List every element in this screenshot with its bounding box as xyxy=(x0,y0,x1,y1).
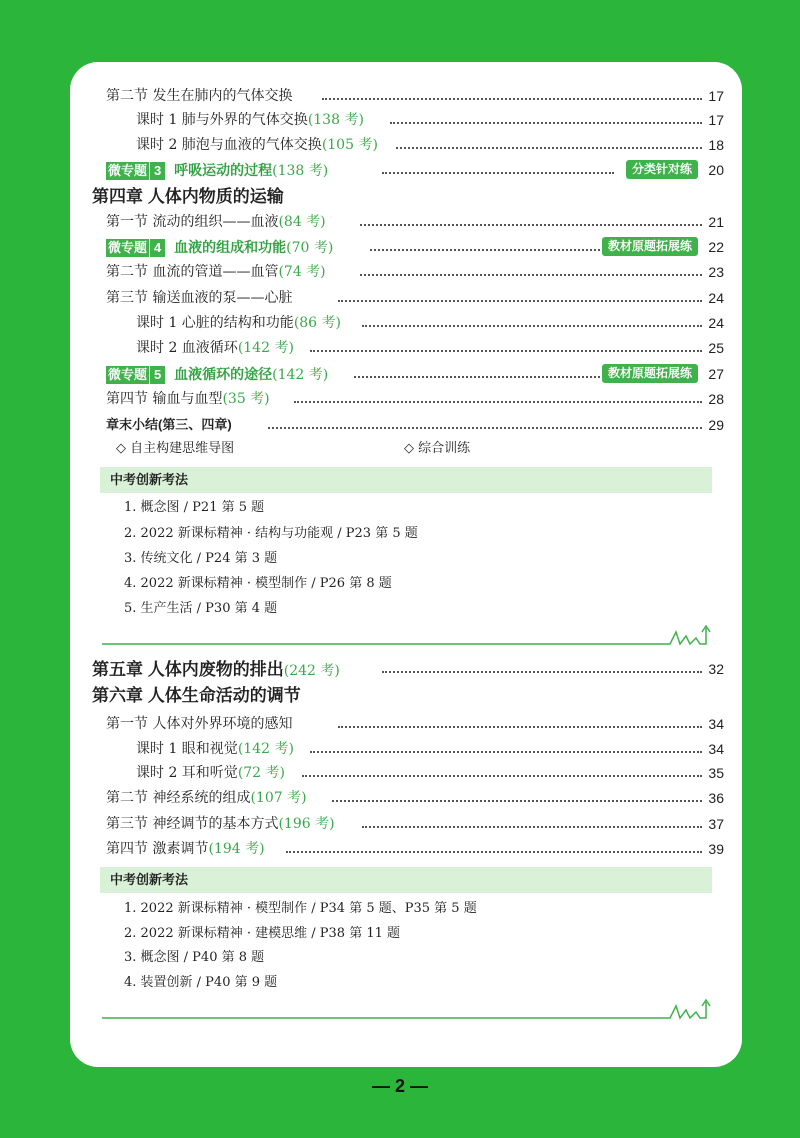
chapter-title: 第五章 人体内废物的排出 xyxy=(92,660,284,679)
exam-count: (74 考) xyxy=(278,264,326,280)
chapter-heading[interactable] xyxy=(70,684,742,710)
toc-entry[interactable] xyxy=(70,787,742,809)
exam-count: (72 考) xyxy=(237,765,286,781)
entry-title: 第一节 流动的组织——血液 xyxy=(106,214,279,230)
entry-title: 第四节 激素调节 xyxy=(106,841,209,857)
leader-dots xyxy=(370,236,600,251)
leader-dots xyxy=(302,762,702,777)
exam-count: (70 考) xyxy=(286,240,334,256)
ecg-separator xyxy=(102,624,742,648)
entry-title: 呼吸运动的过程 xyxy=(174,162,273,178)
exercise-pill: 教材原题拓展练 xyxy=(602,364,698,383)
exam-count: (242 考) xyxy=(283,663,340,679)
entry-title: 第二节 发生在肺内的气体交换 xyxy=(106,88,293,104)
toc-page xyxy=(70,62,742,1067)
entry-title: 第三节 输送血液的泵——心脏 xyxy=(106,290,293,306)
page-number: 39 xyxy=(708,841,724,857)
page-number: 25 xyxy=(708,340,724,356)
toc-entry[interactable] xyxy=(70,134,742,156)
exam-count: (86 考) xyxy=(293,315,342,331)
toc-entry[interactable] xyxy=(70,813,742,835)
entry-title: 血液的组成和功能 xyxy=(174,239,287,255)
page-number: 34 xyxy=(708,741,724,757)
innovation-header xyxy=(100,867,712,893)
page-number: 27 xyxy=(708,366,724,382)
page-number-footer: — 2 — xyxy=(371,1076,428,1096)
innovation-item: 1. 2022 新课标精神 · 模型制作 / P34 第 5 题、P35 第 5 题 xyxy=(124,901,477,916)
page-number: 21 xyxy=(708,214,724,230)
entry-title: 课时 2 血液循环 xyxy=(136,340,238,356)
leader-dots xyxy=(338,287,702,302)
toc-entry[interactable] xyxy=(70,312,742,334)
chapter-heading[interactable] xyxy=(70,185,742,211)
innovation-title: 中考创新考法 xyxy=(110,872,189,887)
page-number: 20 xyxy=(708,162,724,178)
special-topic-entry[interactable] xyxy=(70,363,742,385)
entry-title: 血液循环的途径 xyxy=(174,366,273,382)
toc-entry[interactable] xyxy=(70,85,742,107)
special-topic-entry[interactable] xyxy=(70,159,742,181)
leader-dots xyxy=(338,713,702,728)
innovation-item: 2. 2022 新课标精神 · 建模思维 / P38 第 11 题 xyxy=(124,926,401,941)
entry-title: 第一节 人体对外界环境的感知 xyxy=(106,716,293,732)
page-number: 35 xyxy=(708,765,724,781)
exam-count: (35 考) xyxy=(222,391,270,407)
leader-dots xyxy=(286,838,702,853)
page-number: 17 xyxy=(708,112,724,128)
toc-entry[interactable] xyxy=(70,211,742,233)
exam-count: (196 考) xyxy=(278,816,335,832)
leader-dots xyxy=(294,388,702,403)
leader-dots xyxy=(354,363,600,378)
leader-dots xyxy=(360,211,702,226)
page-number: 17 xyxy=(708,88,724,104)
exam-count: (105 考) xyxy=(321,137,378,153)
page-number: 22 xyxy=(708,239,724,255)
innovation-header xyxy=(100,467,712,493)
page-number: 24 xyxy=(708,290,724,306)
innovation-title: 中考创新考法 xyxy=(110,472,189,487)
innovation-item: 3. 传统文化 / P24 第 3 题 xyxy=(124,551,278,566)
innovation-item: 4. 2022 新课标精神 · 模型制作 / P26 第 8 题 xyxy=(124,576,392,591)
leader-dots xyxy=(360,261,702,276)
exam-count: (84 考) xyxy=(278,214,326,230)
exam-count: (194 考) xyxy=(208,841,265,857)
summary-bullet: ◇ 综合训练 xyxy=(404,441,471,456)
entry-title: 第二节 血流的管道——血管 xyxy=(106,264,279,280)
special-topic-number: 4 xyxy=(150,239,165,257)
leader-dots xyxy=(396,134,702,149)
page-number: 32 xyxy=(708,661,724,677)
page-number: 18 xyxy=(708,137,724,153)
leader-dots xyxy=(268,414,702,429)
leader-dots xyxy=(362,813,702,828)
page-number: 28 xyxy=(708,391,724,407)
leader-dots xyxy=(322,85,702,100)
exam-count: (138 考) xyxy=(272,163,329,179)
entry-title: 课时 1 肺与外界的气体交换 xyxy=(136,112,308,128)
entry-title: 课时 1 心脏的结构和功能 xyxy=(136,315,294,331)
entry-title: 第二节 神经系统的组成 xyxy=(106,790,251,806)
entry-title: 第三节 神经调节的基本方式 xyxy=(106,816,279,832)
page-number: 23 xyxy=(708,264,724,280)
toc-entry[interactable] xyxy=(70,287,742,309)
page-number: 36 xyxy=(708,790,724,806)
special-topic-tag: 微专题 xyxy=(108,163,148,178)
page-number: 34 xyxy=(708,716,724,732)
toc-entry[interactable] xyxy=(70,261,742,283)
chapter-heading[interactable] xyxy=(70,658,742,684)
leader-dots xyxy=(382,658,702,673)
special-topic-entry[interactable] xyxy=(70,236,742,258)
exam-count: (138 考) xyxy=(307,112,364,128)
innovation-item: 4. 装置创新 / P40 第 9 题 xyxy=(124,975,278,990)
toc-entry[interactable] xyxy=(70,337,742,359)
innovation-item: 5. 生产生活 / P30 第 4 题 xyxy=(124,601,278,616)
exam-count: (142 考) xyxy=(237,340,294,356)
page-number: 37 xyxy=(708,816,724,832)
leader-dots xyxy=(332,787,702,802)
special-topic-tag: 微专题 xyxy=(108,240,148,255)
special-topic-number: 3 xyxy=(150,162,165,180)
entry-title: 课时 1 眼和视觉 xyxy=(136,741,238,757)
toc-entry[interactable] xyxy=(70,388,742,410)
entry-title: 课时 2 耳和听觉 xyxy=(136,765,238,781)
chapter-title: 第四章 人体内物质的运输 xyxy=(92,187,284,206)
exam-count: (107 考) xyxy=(250,790,307,806)
innovation-item: 1. 概念图 / P21 第 5 题 xyxy=(124,500,265,515)
exam-count: (142 考) xyxy=(272,367,329,383)
special-topic-tag: 微专题 xyxy=(108,367,148,382)
exam-count: (142 考) xyxy=(237,741,294,757)
leader-dots xyxy=(382,159,614,174)
exercise-pill: 教材原题拓展练 xyxy=(602,237,698,256)
page-number: 24 xyxy=(708,315,724,331)
chapter-title: 第六章 人体生命活动的调节 xyxy=(92,686,301,705)
entry-title: 第四节 输血与血型 xyxy=(106,391,223,407)
entry-title: 章末小结(第三、四章) xyxy=(106,417,232,432)
innovation-item: 2. 2022 新课标精神 · 结构与功能观 / P23 第 5 题 xyxy=(124,526,418,541)
toc-entry[interactable] xyxy=(70,738,742,760)
leader-dots xyxy=(362,312,702,327)
special-topic-number: 5 xyxy=(150,366,165,384)
toc-entry[interactable] xyxy=(70,109,742,131)
entry-title: 课时 2 肺泡与血液的气体交换 xyxy=(136,137,322,153)
toc-entry[interactable] xyxy=(70,414,742,436)
leader-dots xyxy=(310,738,702,753)
leader-dots xyxy=(390,109,702,124)
leader-dots xyxy=(310,337,702,352)
page-number: 29 xyxy=(708,417,724,433)
ecg-separator xyxy=(102,998,742,1022)
exercise-pill: 分类针对练 xyxy=(626,160,698,179)
summary-bullet: ◇ 自主构建思维导图 xyxy=(116,441,235,456)
toc-entry[interactable] xyxy=(70,838,742,860)
toc-entry[interactable] xyxy=(70,713,742,735)
innovation-item: 3. 概念图 / P40 第 8 题 xyxy=(124,950,265,965)
toc-entry[interactable] xyxy=(70,762,742,784)
